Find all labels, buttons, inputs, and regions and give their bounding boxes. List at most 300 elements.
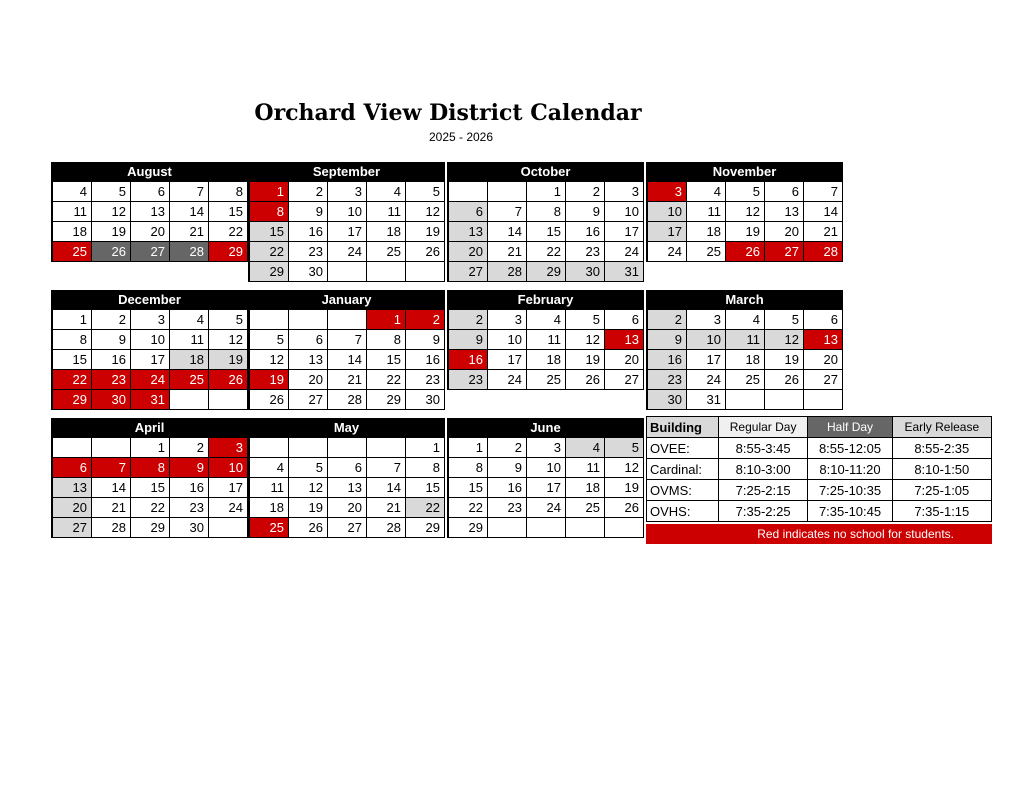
day-cell: 6 (289, 330, 328, 350)
day-cell: 27 (131, 242, 170, 262)
day-cell: 8 (53, 330, 92, 350)
day-cell: 1 (449, 438, 488, 458)
day-cell: 20 (605, 350, 644, 370)
day-cell: 12 (250, 350, 289, 370)
day-cell: 30 (406, 390, 445, 410)
day-cell: 8 (209, 182, 248, 202)
month-days (51, 310, 248, 410)
day-cell: 12 (566, 330, 605, 350)
day-cell: 7 (328, 330, 367, 350)
empty-day-cell (527, 518, 566, 538)
day-cell: 8 (131, 458, 170, 478)
day-cell: 7 (804, 182, 843, 202)
day-cell: 3 (527, 438, 566, 458)
day-cell: 6 (131, 182, 170, 202)
day-cell: 5 (406, 182, 445, 202)
day-cell: 4 (527, 310, 566, 330)
day-cell: 3 (131, 310, 170, 330)
day-cell: 18 (53, 222, 92, 242)
empty-day-cell (92, 438, 131, 458)
day-cell: 4 (250, 458, 289, 478)
regular-day-time: 8:10-3:00 (718, 459, 808, 480)
day-cell: 28 (804, 242, 843, 262)
day-cell: 19 (289, 498, 328, 518)
day-cell: 2 (566, 182, 605, 202)
day-cell: 11 (170, 330, 209, 350)
day-cell: 11 (687, 202, 726, 222)
day-cell: 29 (209, 242, 248, 262)
day-cell: 16 (170, 478, 209, 498)
day-cell: 15 (406, 478, 445, 498)
day-cell: 24 (527, 498, 566, 518)
month-august (51, 162, 248, 262)
empty-day-cell (250, 438, 289, 458)
day-cell: 22 (250, 242, 289, 262)
day-cell: 20 (804, 350, 843, 370)
bell-schedule-header (647, 417, 992, 438)
early-release-time: 8:55-2:35 (892, 438, 991, 459)
month-october (447, 162, 644, 282)
month-name: August (51, 162, 248, 182)
day-cell: 29 (367, 390, 406, 410)
day-cell: 2 (648, 310, 687, 330)
day-cell: 10 (209, 458, 248, 478)
day-cell: 28 (367, 518, 406, 538)
building-name: OVEE: (647, 438, 719, 459)
day-cell: 19 (726, 222, 765, 242)
day-cell: 2 (488, 438, 527, 458)
day-cell: 11 (527, 330, 566, 350)
day-cell: 3 (209, 438, 248, 458)
day-cell: 26 (765, 370, 804, 390)
day-cell: 22 (406, 498, 445, 518)
day-cell: 18 (367, 222, 406, 242)
day-cell: 28 (328, 390, 367, 410)
day-cell: 20 (53, 498, 92, 518)
day-cell: 9 (566, 202, 605, 222)
month-name: February (447, 290, 644, 310)
month-days (248, 182, 445, 282)
day-cell: 1 (367, 310, 406, 330)
building-name: OVMS: (647, 480, 719, 501)
day-cell: 29 (406, 518, 445, 538)
day-cell: 19 (209, 350, 248, 370)
day-cell: 11 (566, 458, 605, 478)
day-cell: 14 (488, 222, 527, 242)
day-cell: 14 (804, 202, 843, 222)
empty-day-cell (209, 518, 248, 538)
empty-day-cell (367, 438, 406, 458)
day-cell: 5 (209, 310, 248, 330)
day-cell: 1 (53, 310, 92, 330)
day-cell: 14 (170, 202, 209, 222)
regular-day-time: 7:35-2:25 (718, 501, 808, 522)
day-cell: 26 (726, 242, 765, 262)
month-name: June (447, 418, 644, 438)
building-name: Cardinal: (647, 459, 719, 480)
day-cell: 3 (328, 182, 367, 202)
day-cell: 1 (131, 438, 170, 458)
day-cell: 4 (726, 310, 765, 330)
day-cell: 2 (170, 438, 209, 458)
day-cell: 21 (92, 498, 131, 518)
month-days (248, 438, 445, 538)
day-cell: 18 (170, 350, 209, 370)
day-cell: 15 (449, 478, 488, 498)
month-december (51, 290, 248, 410)
day-cell: 30 (566, 262, 605, 282)
day-cell: 6 (605, 310, 644, 330)
day-cell: 11 (53, 202, 92, 222)
day-cell: 20 (131, 222, 170, 242)
month-name: April (51, 418, 248, 438)
day-cell: 19 (765, 350, 804, 370)
day-cell: 25 (53, 242, 92, 262)
day-cell: 13 (765, 202, 804, 222)
day-cell: 14 (92, 478, 131, 498)
day-cell: 25 (566, 498, 605, 518)
day-cell: 9 (648, 330, 687, 350)
day-cell: 27 (804, 370, 843, 390)
day-cell: 17 (648, 222, 687, 242)
regular-day-time: 8:55-3:45 (718, 438, 808, 459)
month-name: March (646, 290, 843, 310)
month-february (447, 290, 644, 390)
day-cell: 27 (53, 518, 92, 538)
day-cell: 28 (170, 242, 209, 262)
day-cell: 27 (328, 518, 367, 538)
day-cell: 22 (449, 498, 488, 518)
day-cell: 13 (328, 478, 367, 498)
day-cell: 12 (209, 330, 248, 350)
month-name: December (51, 290, 248, 310)
day-cell: 28 (488, 262, 527, 282)
day-cell: 15 (131, 478, 170, 498)
day-cell: 18 (566, 478, 605, 498)
regular-day-time: 7:25-2:15 (718, 480, 808, 501)
day-cell: 6 (449, 202, 488, 222)
day-cell: 10 (131, 330, 170, 350)
day-cell: 4 (687, 182, 726, 202)
day-cell: 24 (328, 242, 367, 262)
day-cell: 10 (328, 202, 367, 222)
day-cell: 17 (328, 222, 367, 242)
day-cell: 17 (527, 478, 566, 498)
day-cell: 30 (289, 262, 328, 282)
month-days (646, 182, 843, 262)
empty-day-cell (289, 438, 328, 458)
day-cell: 23 (449, 370, 488, 390)
bell-schedule-table (646, 416, 992, 522)
day-cell: 23 (92, 370, 131, 390)
month-days (447, 310, 644, 390)
empty-day-cell (170, 390, 209, 410)
day-cell: 23 (406, 370, 445, 390)
day-cell: 16 (648, 350, 687, 370)
day-cell: 7 (92, 458, 131, 478)
month-april (51, 418, 248, 538)
month-june (447, 418, 644, 538)
bell-schedule-row (647, 480, 992, 501)
day-cell: 30 (648, 390, 687, 410)
day-cell: 3 (687, 310, 726, 330)
day-cell: 31 (687, 390, 726, 410)
day-cell: 25 (250, 518, 289, 538)
day-cell: 16 (92, 350, 131, 370)
day-cell: 17 (687, 350, 726, 370)
day-cell: 12 (406, 202, 445, 222)
school-year: 2025 - 2026 (428, 130, 494, 144)
day-cell: 14 (328, 350, 367, 370)
empty-day-cell (250, 310, 289, 330)
day-cell: 13 (289, 350, 328, 370)
day-cell: 24 (488, 370, 527, 390)
day-cell: 11 (367, 202, 406, 222)
day-cell: 15 (209, 202, 248, 222)
day-cell: 10 (605, 202, 644, 222)
day-cell: 25 (687, 242, 726, 262)
empty-day-cell (367, 262, 406, 282)
day-cell: 29 (527, 262, 566, 282)
day-cell: 23 (566, 242, 605, 262)
day-cell: 1 (250, 182, 289, 202)
month-days (248, 310, 445, 410)
day-cell: 10 (488, 330, 527, 350)
day-cell: 26 (209, 370, 248, 390)
day-cell: 26 (250, 390, 289, 410)
day-cell: 6 (804, 310, 843, 330)
empty-day-cell (53, 438, 92, 458)
day-cell: 29 (449, 518, 488, 538)
day-cell: 25 (367, 242, 406, 262)
day-cell: 9 (488, 458, 527, 478)
empty-day-cell (328, 262, 367, 282)
day-cell: 16 (488, 478, 527, 498)
empty-day-cell (765, 390, 804, 410)
day-cell: 25 (170, 370, 209, 390)
day-cell: 22 (53, 370, 92, 390)
day-cell: 18 (687, 222, 726, 242)
day-cell: 24 (209, 498, 248, 518)
day-cell: 1 (406, 438, 445, 458)
day-cell: 3 (648, 182, 687, 202)
day-cell: 21 (367, 498, 406, 518)
day-cell: 10 (527, 458, 566, 478)
day-cell: 22 (131, 498, 170, 518)
bell-schedule-row (647, 501, 992, 522)
day-cell: 22 (367, 370, 406, 390)
day-cell: 29 (250, 262, 289, 282)
bell-schedule-row (647, 438, 992, 459)
day-cell: 25 (527, 370, 566, 390)
day-cell: 7 (488, 202, 527, 222)
empty-day-cell (566, 518, 605, 538)
day-cell: 24 (605, 242, 644, 262)
day-cell: 8 (367, 330, 406, 350)
day-cell: 5 (92, 182, 131, 202)
day-cell: 12 (726, 202, 765, 222)
day-cell: 21 (328, 370, 367, 390)
day-cell: 16 (406, 350, 445, 370)
day-cell: 24 (648, 242, 687, 262)
day-cell: 18 (726, 350, 765, 370)
early-release-time: 7:35-1:15 (892, 501, 991, 522)
day-cell: 4 (53, 182, 92, 202)
day-cell: 23 (648, 370, 687, 390)
day-cell: 10 (687, 330, 726, 350)
month-may (248, 418, 445, 538)
header-half-day: Half Day (808, 417, 892, 438)
day-cell: 9 (406, 330, 445, 350)
day-cell: 2 (449, 310, 488, 330)
day-cell: 21 (804, 222, 843, 242)
day-cell: 23 (170, 498, 209, 518)
day-cell: 18 (527, 350, 566, 370)
month-name: October (447, 162, 644, 182)
bell-schedule-row (647, 459, 992, 480)
empty-day-cell (209, 390, 248, 410)
day-cell: 26 (406, 242, 445, 262)
day-cell: 17 (605, 222, 644, 242)
half-day-time: 8:55-12:05 (808, 438, 892, 459)
day-cell: 3 (488, 310, 527, 330)
day-cell: 5 (726, 182, 765, 202)
early-release-time: 8:10-1:50 (892, 459, 991, 480)
day-cell: 30 (170, 518, 209, 538)
day-cell: 5 (250, 330, 289, 350)
day-cell: 30 (92, 390, 131, 410)
day-cell: 16 (566, 222, 605, 242)
day-cell: 13 (131, 202, 170, 222)
day-cell: 2 (92, 310, 131, 330)
day-cell: 24 (687, 370, 726, 390)
early-release-time: 7:25-1:05 (892, 480, 991, 501)
day-cell: 4 (170, 310, 209, 330)
month-september (248, 162, 445, 282)
empty-day-cell (804, 390, 843, 410)
day-cell: 13 (804, 330, 843, 350)
day-cell: 27 (765, 242, 804, 262)
day-cell: 16 (449, 350, 488, 370)
day-cell: 26 (289, 518, 328, 538)
day-cell: 15 (527, 222, 566, 242)
day-cell: 17 (488, 350, 527, 370)
day-cell: 17 (209, 478, 248, 498)
empty-day-cell (449, 182, 488, 202)
month-name: September (248, 162, 445, 182)
day-cell: 9 (92, 330, 131, 350)
day-cell: 19 (92, 222, 131, 242)
day-cell: 13 (449, 222, 488, 242)
day-cell: 19 (406, 222, 445, 242)
day-cell: 15 (250, 222, 289, 242)
day-cell: 31 (605, 262, 644, 282)
month-name: January (248, 290, 445, 310)
month-days (447, 438, 644, 538)
day-cell: 4 (367, 182, 406, 202)
empty-day-cell (488, 182, 527, 202)
day-cell: 24 (131, 370, 170, 390)
day-cell: 5 (289, 458, 328, 478)
day-cell: 21 (488, 242, 527, 262)
day-cell: 25 (726, 370, 765, 390)
day-cell: 29 (131, 518, 170, 538)
month-name: November (646, 162, 843, 182)
day-cell: 19 (250, 370, 289, 390)
day-cell: 2 (289, 182, 328, 202)
day-cell: 2 (406, 310, 445, 330)
empty-day-cell (726, 390, 765, 410)
day-cell: 14 (367, 478, 406, 498)
day-cell: 27 (449, 262, 488, 282)
empty-day-cell (406, 262, 445, 282)
day-cell: 26 (566, 370, 605, 390)
calendar-title: Orchard View District Calendar (254, 100, 642, 126)
header-building: Building (647, 417, 719, 438)
day-cell: 15 (53, 350, 92, 370)
day-cell: 6 (328, 458, 367, 478)
day-cell: 7 (367, 458, 406, 478)
empty-day-cell (488, 518, 527, 538)
day-cell: 9 (289, 202, 328, 222)
day-cell: 12 (605, 458, 644, 478)
day-cell: 13 (605, 330, 644, 350)
day-cell: 4 (566, 438, 605, 458)
day-cell: 11 (250, 478, 289, 498)
day-cell: 22 (527, 242, 566, 262)
empty-day-cell (289, 310, 328, 330)
day-cell: 8 (527, 202, 566, 222)
header-early-release: Early Release (892, 417, 991, 438)
day-cell: 20 (289, 370, 328, 390)
day-cell: 10 (648, 202, 687, 222)
day-cell: 28 (92, 518, 131, 538)
month-days (51, 438, 248, 538)
day-cell: 5 (765, 310, 804, 330)
day-cell: 23 (488, 498, 527, 518)
day-cell: 20 (328, 498, 367, 518)
day-cell: 26 (92, 242, 131, 262)
day-cell: 16 (289, 222, 328, 242)
day-cell: 1 (527, 182, 566, 202)
day-cell: 12 (765, 330, 804, 350)
day-cell: 29 (53, 390, 92, 410)
day-cell: 8 (406, 458, 445, 478)
day-cell: 3 (605, 182, 644, 202)
day-cell: 7 (170, 182, 209, 202)
day-cell: 12 (92, 202, 131, 222)
month-march (646, 290, 843, 410)
day-cell: 8 (449, 458, 488, 478)
month-november (646, 162, 843, 262)
month-days (646, 310, 843, 410)
day-cell: 22 (209, 222, 248, 242)
month-days (447, 182, 644, 282)
day-cell: 27 (289, 390, 328, 410)
day-cell: 17 (131, 350, 170, 370)
half-day-time: 7:35-10:45 (808, 501, 892, 522)
day-cell: 18 (250, 498, 289, 518)
day-cell: 5 (605, 438, 644, 458)
empty-day-cell (328, 310, 367, 330)
day-cell: 26 (605, 498, 644, 518)
day-cell: 20 (449, 242, 488, 262)
day-cell: 5 (566, 310, 605, 330)
month-days (51, 182, 248, 262)
day-cell: 6 (53, 458, 92, 478)
day-cell: 8 (250, 202, 289, 222)
day-cell: 20 (765, 222, 804, 242)
